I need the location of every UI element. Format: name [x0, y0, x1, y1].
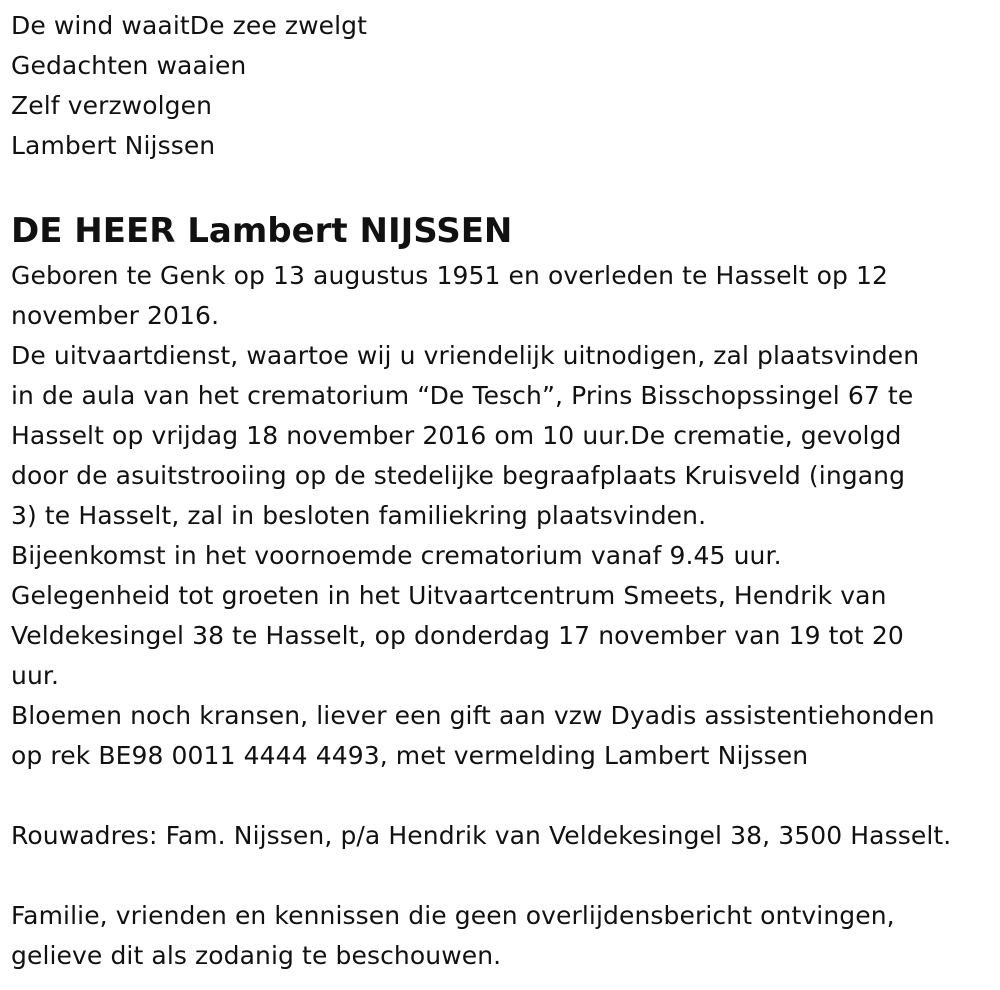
mourning-address: Rouwadres: Fam. Nijssen, p/a Hendrik van Veldekesingel 38, 3500 Hasselt.: [11, 821, 952, 850]
service-line-5: 3) te Hasselt, zal in besloten familiekring plaatsvinden.: [11, 501, 707, 530]
visit-line-3: uur.: [11, 661, 60, 690]
poem-signature: Lambert Nijssen: [11, 131, 216, 160]
closing-line-1: Familie, vrienden en kennissen die geen overlijdensbericht ontvingen,: [11, 901, 895, 930]
service-line-1: De uitvaartdienst, waartoe wij u vriendelijk uitnodigen, zal plaatsvinden: [11, 341, 920, 370]
page-title: DE HEER Lambert NIJSSEN: [11, 211, 513, 251]
spacer: [11, 776, 1000, 816]
poem-line-3: Zelf verzwolgen: [11, 91, 213, 120]
gathering-line: Bijeenkomst in het voornoemde crematorium vanaf 9.45 uur.: [11, 541, 782, 570]
spacer: [11, 856, 1000, 896]
poem: [11, 6, 1000, 166]
visit-line-2: Veldekesingel 38 te Hasselt, op donderdag 17 november van 19 tot 20: [11, 621, 904, 650]
birth-death-line-2: november 2016.: [11, 301, 220, 330]
poem-line-1: De wind waaitDe zee zwelgt: [11, 11, 368, 40]
flowers-line-1: Bloemen noch kransen, liever een gift aan vzw Dyadis assistentiehonden: [11, 701, 935, 730]
visit-line-1: Gelegenheid tot groeten in het Uitvaartcentrum Smeets, Hendrik van: [11, 581, 887, 610]
closing-line-2: gelieve dit als zodanig te beschouwen.: [11, 941, 502, 970]
service-line-3: Hasselt op vrijdag 18 november 2016 om 10 uur.De crematie, gevolgd: [11, 421, 902, 450]
service-line-4: door de asuitstrooiing op de stedelijke begraafplaats Kruisveld (ingang: [11, 461, 906, 490]
service-line-2: in de aula van het crematorium “De Tesch”, Prins Bisschopssingel 67 te: [11, 381, 914, 410]
poem-line-2: Gedachten waaien: [11, 51, 247, 80]
flowers-line-2: op rek BE98 0011 4444 4493, met vermelding Lambert Nijssen: [11, 741, 809, 770]
birth-death-line-1: Geboren te Genk op 13 augustus 1951 en overleden te Hasselt op 12: [11, 261, 889, 290]
